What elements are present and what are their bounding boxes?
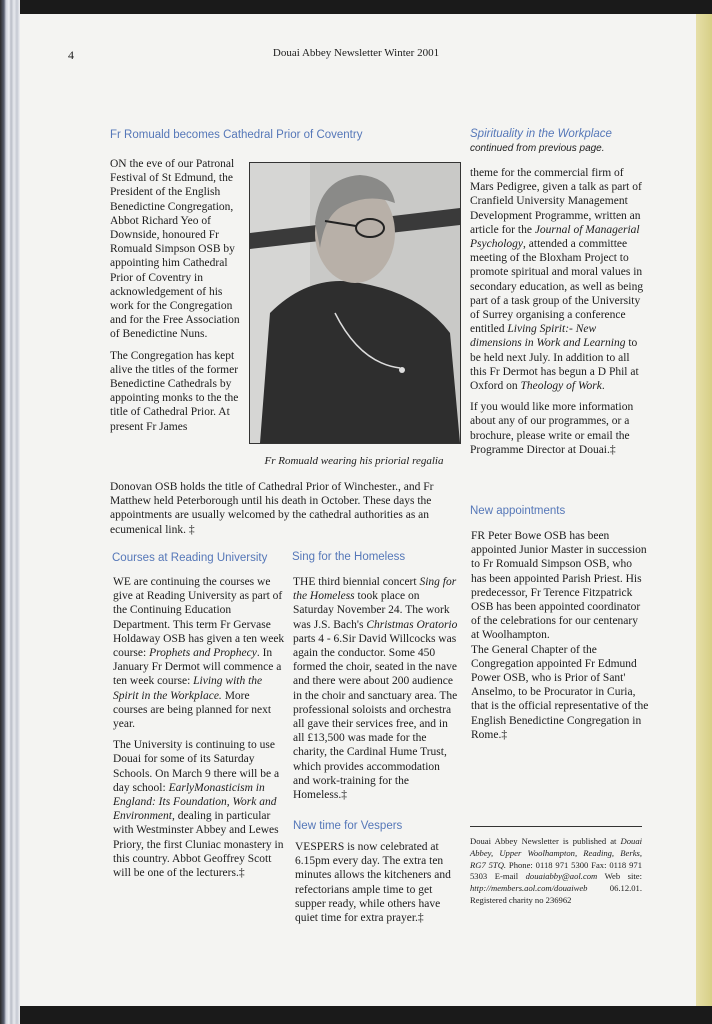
page-edge [696, 14, 712, 1006]
spirituality-heading: Spirituality in the Workplace [470, 128, 612, 140]
romuald-column [110, 157, 240, 441]
appointments-p1: FR Peter Bowe OSB has been appointed Junior Master in succession to Fr Romuald Simpson OSB, who has been appointed Parish Priest. His predecessor, Fr Terence Fitzpatrick OSB has been appointed coordinator of the celebrations for our centenary at Woolhampton. [471, 530, 647, 642]
monk-portrait-image [250, 163, 460, 443]
vespers-heading: New time for Vespers [293, 820, 403, 832]
colophon: Douai Abbey Newsletter is published at Douai Abbey, Upper Woolhampton, Reading, Berks, RG7 5TQ. Phone: 0118 971 5300 Fax: 0118 971 5303 E-mail douaiabby@aol.com Web site: http://members.aol.com/douaiweb 06.12.01. Registered charity no 236962 [470, 836, 643, 905]
romuald-heading: Fr Romuald becomes Cathedral Prior of Coventry [110, 129, 363, 141]
photo-caption: Fr Romuald wearing his priorial regalia [264, 455, 444, 467]
romuald-photo [249, 162, 461, 444]
romuald-p2: The Congregation has kept alive the titles of the former Benedictine Cathedrals by appointing monks to the the title of Cathedral Prior. At present Fr James [110, 349, 239, 433]
reading-column [113, 575, 285, 887]
romuald-p1: ON the eve of our Patronal Festival of St Edmund, the President of the English Benedictine Congregation, Abbot Richard Yeo of Downside, honoured Fr Romuald Simpson OSB by appointing him Cathedral Prior of Coventry in acknowledgement of his work for the Congregation and for the Free Association of Benedictine Nuns. [110, 158, 240, 341]
spirituality-p1: theme for the commercial firm of Mars Pedigree, given a talk as part of Cranfield University Management Development Programme, written an article for the Journal of Managerial Psychology, attended a committee meeting of the Bloxham Project to promote spiritual and moral values in secondary education, as well as being part of a task group of the University of Surrey organising a conference entitled Living Spirit:- New dimensions in Work and Learning to be held next July. In addition to all this Fr Dermot has begun a D Phil at Oxford on Theology of Work. [470, 167, 644, 393]
homeless-column [293, 575, 458, 809]
reading-p1: WE are continuing the courses we give at Reading University as part of the Continuing Education Department. This term Fr Gervase Holdaway OSB has given a ten week course: Prophets and Prophecy. In January Fr Dermot will commence a ten week course: Living with the Spirit in the Workplace. More courses are being planned for next year. [113, 576, 285, 731]
colophon-rule [470, 826, 642, 827]
homeless-p: THE third biennial concert Sing for the Homeless took place on Saturday November 24. The work was J.S. Bach's Christmas Oratorio parts 4 - 6.Sir David Willcocks was again the conductor. Some 450 formed the choir, seated in the nave and there were about 200 audience in the choir and sanctuary area. The professional soloists and orchestra all gave their services free, and in all £13,500 was made for the charity, the Cardinal Hume Trust, which provides accommodation and work-training for the Homeless.‡ [293, 576, 458, 802]
spirituality-subheading: continued from previous page. [470, 143, 605, 154]
spirituality-column [470, 166, 648, 464]
reading-heading: Courses at Reading University [112, 552, 268, 564]
appointments-heading: New appointments [470, 505, 566, 517]
romuald-continuation: Donovan OSB holds the title of Cathedral Prior of Winchester., and Fr Matthew held Peterborough until his death in October. These days the appointments are usually welcomed by the cathedral authorities as an ecumenical link. ‡ [110, 481, 434, 536]
homeless-heading: Sing for the Homeless [292, 551, 406, 563]
running-head: Douai Abbey Newsletter Winter 2001 [272, 47, 440, 59]
vespers-column: VESPERS is now celebrated at 6.15pm every day. The extra ten minutes allows the kitcheners and refectorians ample time to get supper ready, while others have quiet time for extra prayer.‡ [295, 841, 451, 925]
reading-p2: The University is continuing to use Douai for some of its Saturday Schools. On March 9 there will be a day school: EarlyMonasticism in England: Its Foundation, Work and Environment, dealing in particular with Westminster Abbey and Lewes Priory, the first Cluniac monastery in this country. Abbot Geoffrey Scott will be one of the lecturers.‡ [113, 739, 284, 880]
appointments-column [471, 529, 649, 749]
binder-edge [0, 0, 20, 1024]
appointments-p2: The General Chapter of the Congregation appointed Fr Edmund Power OSB, who is Prior of Sant' Anselmo, to be Procurator in Curia, that is the official representative of the English Benedictine Congregation in Rome.‡ [471, 643, 649, 741]
spirituality-p2: If you would like more information about any of our programmes, or a brochure, please write or email the Programme Director at Douai.‡ [470, 401, 634, 456]
page-number: 4 [68, 48, 74, 62]
